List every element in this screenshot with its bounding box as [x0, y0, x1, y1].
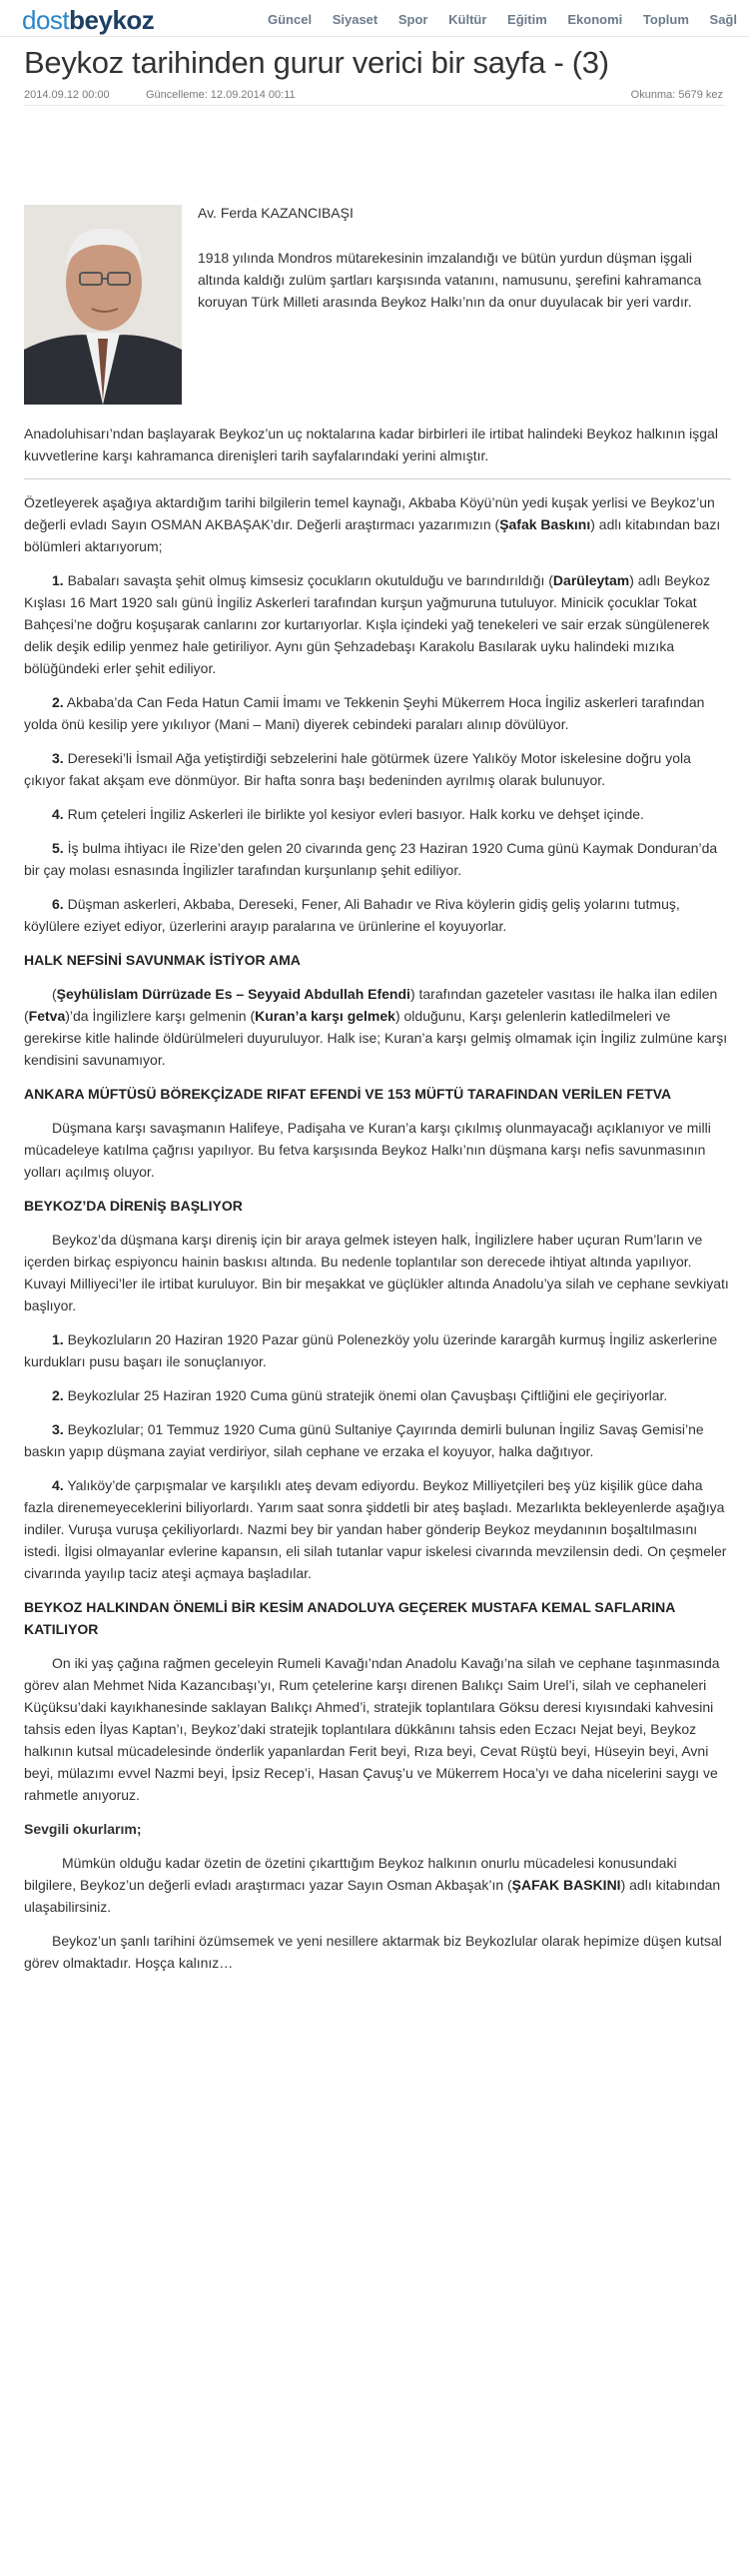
closing-paragraph	[24, 1852, 731, 1918]
article-body	[24, 423, 731, 1986]
list-number: 1.	[52, 572, 64, 588]
logo-part-dost: dost	[22, 5, 70, 35]
list-item	[24, 803, 731, 825]
list-number: 6.	[52, 896, 64, 912]
list-text: Rum çeteleri İngiliz Askerleri ile birlikte yol kesiyor evleri basıyor. Halk korku ve dehşet içinde.	[63, 806, 644, 822]
nav-item-ekonomi[interactable]: Ekonomi	[567, 12, 623, 27]
nav-item-kultur[interactable]: Kültür	[448, 12, 487, 27]
list-text: Dereseki’li İsmail Ağa yetiştirdiği sebzelerini hale götürmek üzere Yalıköy Motor iskelesine doğru yola çıkıyor fakat akşam eve dönmüyor. Bir hafta sonra başı bedeninden ayrılmış olarak bulunuyor.	[24, 750, 691, 788]
logo-part-beykoz: beykoz	[69, 5, 155, 35]
list-number: 1.	[52, 1331, 64, 1347]
main-nav	[268, 12, 749, 27]
site-header	[0, 0, 749, 37]
remembrance-paragraph: On iki yaş çağına rağmen geceleyin Rumeli Kavağı’ndan Anadolu Kavağı’na silah ve cephane taşınmasında görev alan Mehmet Nida Kazancıbaşı’yı, Rum çetelerine karşı direnen Balıkçı Saim Urel’i, silah ve cephaneleri Küçüksu’daki kayıkhanesinde saklayan Balıkçı Ahmed’i, stratejik toplantılara Göksu deresi kıyısındaki kahvesini tahsis eden İlyas Kaptan’ı, Beykoz’daki stratejik toplantılara dükkânını tahsis eden Eczacı Nejat beyi, Beykoz halkının kutsal mücadelesinde önderlik yapanlardan Ferit beyi, Rıza beyi, Cevat Rüştü beyi, Hüseyin beyi, Avni beyi, mülazımı evvel Nazmi beyi, İpsiz Recep’i, Hasan Çavuş’u ve Mükerrem Hoca’yı ve daha nicelerini saygı ve rahmetle anıyoruz.	[24, 1655, 720, 1803]
article-intro: 1918 yılında Mondros mütarekesinin imzalandığı ve bütün yurdun düşman işgali altında kaldığı zulüm şartları karşısında vatanını, namusunu, şerefini kahramanca koruyan Türk Milleti arasında Beykoz Halkı’nın da onur duyulacak bir yeri vardır.	[198, 250, 702, 310]
darulaytam-term: Darüleytam	[552, 572, 630, 588]
list-text: Beykozlular 25 Haziran 1920 Cuma günü stratejik önemi olan Çavuşbaşı Çiftliğini ele geçiriyorlar.	[63, 1387, 668, 1403]
greeting: Sevgili okurlarım;	[24, 1821, 142, 1837]
list-item	[24, 1384, 731, 1406]
ankara-fetva-paragraph: Düşmana karşı savaşmanın Halifeye, Padişaha ve Kuran’a karşı çıkılmış olunmayacağı açıklanıyor ve milli mücadeleye katılma çağrısı yapılıyor. Bu fetva karşısında Beykoz Halkı’nın düşmana karşı nefis savunmasının yolları açılmış oluyor.	[24, 1120, 711, 1180]
paragraph-text: Mümkün olduğu kadar özetin de özetini çıkarttığım Beykoz halkının onurlu mücadelesi konusundaki bilgilere, Beykoz’un değerli evladı araştırmacı yazar Sayın Osman Akbaşak’ın (	[24, 1855, 677, 1893]
list-number: 3.	[52, 750, 64, 766]
paragraph-text: (	[52, 986, 57, 1002]
author-photo	[24, 205, 182, 405]
list-item	[24, 691, 731, 735]
paragraph-text: ) adlı kitabından ulaşabilirsiniz.	[24, 1877, 721, 1915]
list-number: 3.	[52, 1421, 64, 1437]
site-logo[interactable]	[22, 5, 154, 36]
paragraph-text: ) tarafından gazeteler vasıtası ile halka ilan edilen (	[24, 986, 718, 1024]
farewell-paragraph: Beykoz’un şanlı tarihini özümsemek ve yeni nesillere aktarmak biz Beykozlular olarak hepimize düşen kutsal görev olmaktadır. Hoşça kalınız…	[24, 1933, 722, 1971]
kuran-term: Kuran’a karşı gelmek	[255, 1008, 395, 1024]
nav-item-siyaset[interactable]: Siyaset	[332, 12, 378, 27]
list-number: 5.	[52, 840, 64, 856]
paragraph-text: ) olduğunu, Karşı gelenlerin katledilmeleri ve gerekirse kitle halinde öldürülmeleri duyuruluyor. Halk ise; Kuran’a karşı gelmiş olmamak için İngiliz zulmüne karşı kendisini savunamıyor.	[24, 1008, 728, 1068]
section-heading-mustafa-kemal: BEYKOZ HALKINDAN ÖNEMLİ BİR KESİM ANADOLUYA GEÇEREK MUSTAFA KEMAL SAFLARINA KATILIYOR	[24, 1599, 675, 1637]
direnis-paragraph: Beykoz’da düşmana karşı direniş için bir araya gelmek isteyen halk, İngilizlere haber uçuran Rum’ların ve içerden birkaç espiyoncu hainin baskısı altında. Bu nedenle toplantılar son derecede ihtiyat altında yapılıyor. Kuvayi Milliyeci’ler ile irtibat kuruluyor. Bin bir meşakkat ve güçlükler altında Anadolu’ya silah ve cephane sevkiyatı başlıyor.	[24, 1232, 729, 1313]
nav-item-guncel[interactable]: Güncel	[268, 12, 313, 27]
list-text: İş bulma ihtiyacı ile Rize’den gelen 20 civarında genç 23 Haziran 1920 Cuma günü Kaymak Donduran’da bir çay molası esnasında İngilizler tarafından kurşunlanıp şehit ediliyor.	[24, 840, 718, 878]
list-text: Beykozlular; 01 Temmuz 1920 Cuma günü Sultaniye Çayırında demirli bulunan İngiliz Savaş Gemisi’ne baskın yapıp düşmana zayiat verdiriyor, silah cephane ve erzaka el koyuyor, halka dağıtıyor.	[24, 1421, 704, 1459]
list-item	[24, 569, 731, 679]
article-title: Beykoz tarihinden gurur verici bir sayfa - (3)	[24, 45, 609, 80]
summary-paragraph	[24, 491, 731, 557]
list-item	[24, 747, 731, 791]
lead-paragraph: Anadoluhisarı’ndan başlayarak Beykoz’un uç noktalarına kadar birbirleri ile irtibat halindeki Beykoz halkının işgal kuvvetlerine karşı kahramanca direnişleri tarih sayfalarındaki yerini almıştır.	[24, 426, 718, 463]
publish-date: 2014.09.12 00:00	[24, 89, 110, 101]
list-item	[24, 1474, 731, 1584]
list-item	[24, 1418, 731, 1462]
list-text: Babaları savaşta şehit olmuş kimsesiz çocukların okutulduğu ve barındırıldığı (	[63, 572, 553, 588]
summary-text-end: ) adlı kitabından bazı bölümleri aktarıyorum;	[24, 516, 721, 554]
list-number: 4.	[52, 1477, 64, 1493]
nav-item-egitim[interactable]: Eğitim	[507, 12, 547, 27]
list-text: ) adlı Beykoz Kışlası 16 Mart 1920 salı günü İngiliz Askerleri tarafından kurşun yağmuruna tutuluyor. Minicik çocuklar Tokat Bahçesi’ne doğru koşuşarak canlarını zor kurtarıyorlar. Kışla içindeki yağ tenekeleri ve sair erzak süngülenerek delik deşik edilip yenmez hale getiriliyor. Aynı gün Şehzadebaşı Karakolu Basılarak uyku halindeki mızıka bölüğündeki erler şehit ediliyor.	[24, 572, 711, 676]
nav-item-saglik[interactable]: Sağl	[709, 12, 737, 27]
seyhulislam-name: Şeyhülislam Dürrüzade Es – Seyyaid Abdullah Efendi	[56, 986, 410, 1002]
paragraph-text: )’da İngilizlere karşı gelmenin (	[65, 1008, 256, 1024]
nav-item-spor[interactable]: Spor	[397, 12, 428, 27]
list-text: Yalıköy’de çarpışmalar ve karşılıklı ateş devam ediyordu. Beykoz Milliyetçileri beş yüz kişilik güce daha fazla direnemeyeceklerini biliyorlardı. Yarım saat sonra şiddetli bir ateş başladı. Mezarlıkta bekleyenlerde aşağıya indiler. Vuruşa vuruşa çekiliyorlardı. Nazmi bey bir yandan haber gönderip Beykoz meydanının boşaltılmasını istedi. İlgisi olmayanlar evlerine kapansın, eli silah tutanlar vapur iskelesi civarında mevzilensin dedi. On çeşmeler civarında yayılıp taciz ateşi açmaya başladılar.	[24, 1477, 727, 1581]
fetva-term: Fetva	[28, 1008, 66, 1024]
section-heading-direnis: BEYKOZ’DA DİRENİŞ BAŞLIYOR	[24, 1198, 243, 1214]
list-number: 2.	[52, 1387, 64, 1403]
section-heading-halk-nefsini: HALK NEFSİNİ SAVUNMAK İSTİYOR AMA	[24, 952, 301, 968]
list-number: 4.	[52, 806, 64, 822]
list-text: Akbaba’da Can Feda Hatun Camii İmamı ve Tekkenin Şeyhi Mükerrem Hoca İngiliz askerleri tarafından yolda önü kesilip yere yıkılıyor (Mani – Mani) diyerek cebindeki paraları alınıp dövülüyor.	[24, 694, 705, 732]
book-title: ŞAFAK BASKINI	[511, 1877, 621, 1893]
summary-text: Özetleyerek aşağıya aktardığım tarihi bilgilerin temel kaynağı, Akbaba Köyü’nün yedi kuşak yerlisi ve Beykoz’un değerli evladı Sayın OSMAN AKBAŞAK’dır. Değerli araştırmacı yazarımızın (	[24, 494, 715, 532]
nav-item-toplum[interactable]: Toplum	[642, 12, 689, 27]
list-item	[24, 1328, 731, 1372]
read-count: Okunma: 5679 kez	[630, 89, 723, 101]
fetva-paragraph	[24, 983, 731, 1071]
list-number: 2.	[52, 694, 64, 710]
book-title: Şafak Baskını	[499, 516, 591, 532]
author-name: Av. Ferda KAZANCIBAŞI	[198, 205, 354, 221]
article-meta	[24, 87, 725, 106]
list-text: Düşman askerleri, Akbaba, Dereseki, Fener, Ali Bahadır ve Riva köylerin gidiş geliş yolarını tutmuş, köylülere eziyet ediyor, üzerlerini arayıp paralarına ve ürünlerine el koyuyorlar.	[24, 896, 680, 934]
update-date: Güncelleme: 12.09.2014 00:11	[146, 89, 296, 101]
section-divider	[24, 478, 731, 479]
list-text: Beykozluların 20 Haziran 1920 Pazar günü Polenezköy yolu üzerinde karargâh kurmuş İngiliz askerlerine kurdukları pusu başarı ile sonuçlanıyor.	[24, 1331, 718, 1369]
section-heading-ankara-muftusu: ANKARA MÜFTÜSÜ BÖREKÇİZADE RIFAT EFENDİ VE 153 MÜFTÜ TARAFINDAN VERİLEN FETVA	[24, 1086, 672, 1102]
list-item	[24, 837, 731, 881]
list-item	[24, 893, 731, 937]
